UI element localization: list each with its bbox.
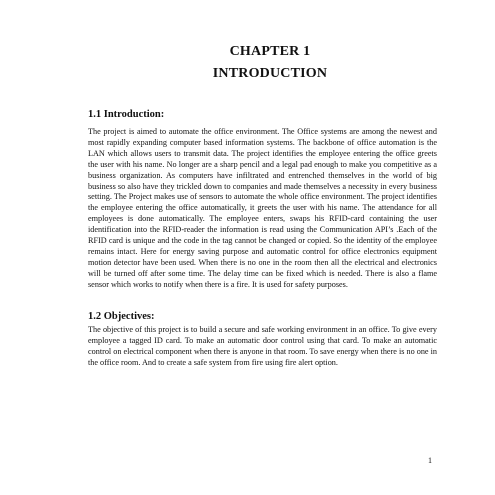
section-heading-objectives: 1.2 Objectives:	[88, 311, 155, 322]
page-number: 1	[428, 456, 432, 465]
section-body-objectives: The objective of this project is to build a secure and safe working environment in an office. To give every employee a tagged ID card. To make an automatic door control using that card. To make an automatic control on electrical component when there is anyone in that room. To save energy when there is no one in the office room. And to create a safe system from fire using fire alert option.	[88, 325, 437, 367]
chapter-title: INTRODUCTION	[212, 66, 328, 81]
chapter-label: CHAPTER 1	[229, 44, 311, 59]
section-heading-introduction: 1.1 Introduction:	[88, 109, 165, 120]
section-body-introduction: The project is aimed to automate the office environment. The Office systems are among the newest and most rapidly expanding computer based information systems. The backbone of office automation is the LAN which allows users to transmit data. The project identifies the employee entering the office greets the user with his name. No longer are a sharp pencil and a legal pad enough to make you competitive as a business organization. As computers have infiltrated and entrenched themselves in the world of big business so also have they trickled down to companies and made themselves a necessity in every business setting. The Project makes use of sensors to automate the whole office environment. The project identifies the employee entering the office automatically, it greets the user with his name. The attendance for all employees is done automatically. The employee enters, swaps his RFID-card containing the user identification into the RFID-reader the information is read using the Communication API’s .Each of the RFID card is unique and the code in the tag cannot be changed or copied. So the identity of the employee remains intact. Here for energy saving purpose and automatic control for office electronics equipment motion detector have been used. When there is no one in the room then all the electrical and electronics will be turned off after some time. The delay time can be fixed which is needed. There is also a flame sensor which works to notify when there is a fire. It is used for safety purposes.	[88, 127, 437, 289]
